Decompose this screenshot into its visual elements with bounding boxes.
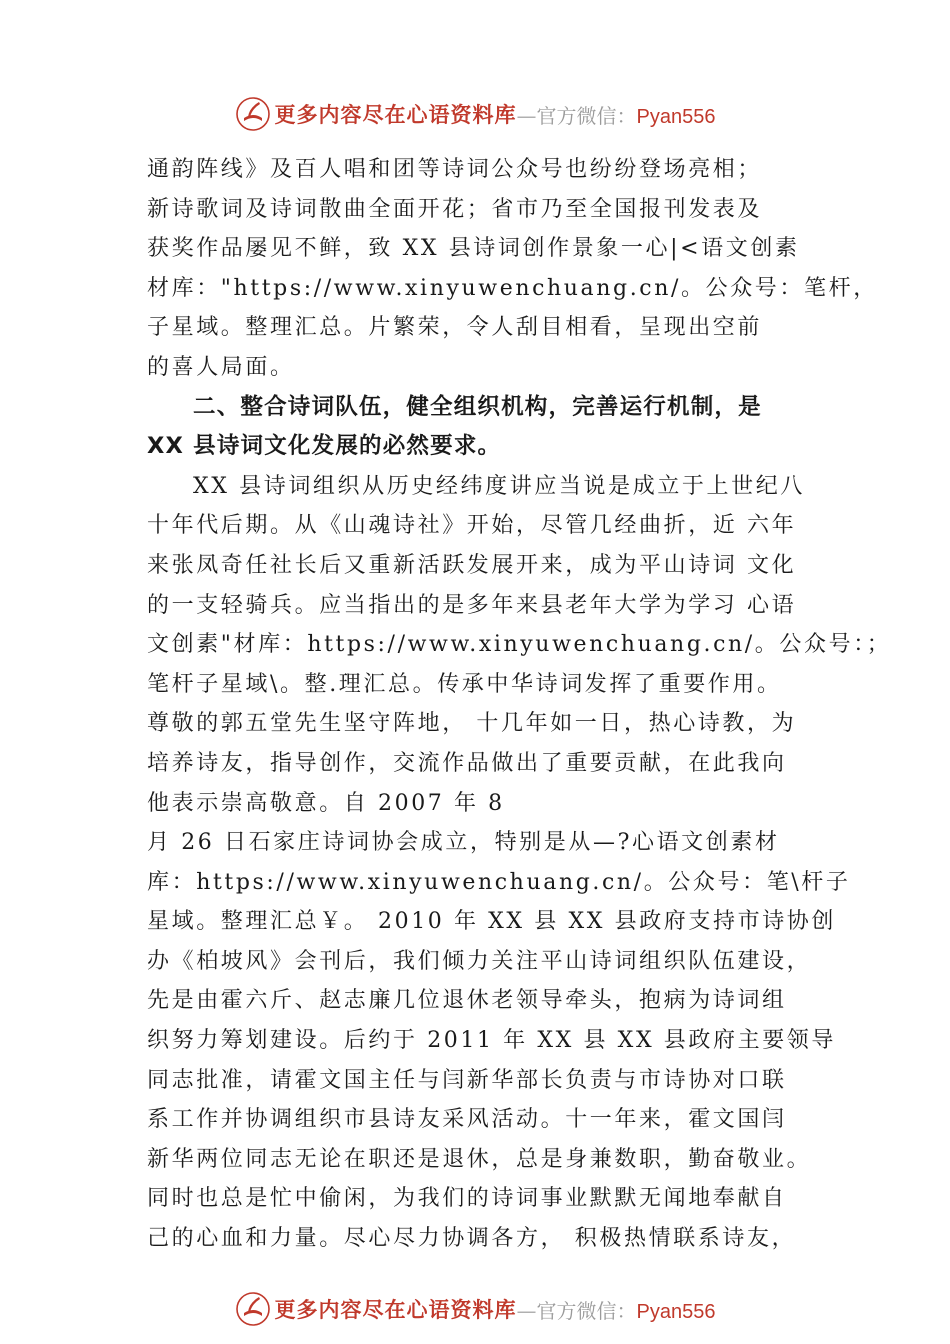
section-heading-line: XX 县诗词文化发展的必然要求。 (147, 433, 502, 460)
paragraph-line: 系工作并协调组织市县诗友采风活动。十一年来，霍文国闫 (147, 1107, 787, 1133)
paragraph-line: 笔杆子星域\。整.理汇总。传承中华诗词发挥了重要作用。 (147, 671, 782, 697)
header-banner (0, 94, 950, 134)
paragraph-line: 新华两位同志无论在职还是退休，总是身兼数职，勤奋敬业。 (147, 1146, 812, 1172)
quill-book-logo-icon (235, 1291, 271, 1327)
banner-wechat-id: Pyan556 (636, 1300, 716, 1323)
paragraph-line: 他表示崇高敬意。自 2007 年 8 (147, 790, 505, 816)
paragraph-line: 织努力筹划建设。后约于 2011 年 XX 县 XX 县政府主要领导 (147, 1028, 836, 1054)
paragraph-line: 库：https://www.xinyuwenchuang.cn/。公众号：笔\杆子 (147, 869, 851, 895)
section-heading-line: 二、整合诗词队伍，健全组织机构，完善运行机制，是 (193, 393, 762, 420)
paragraph-line: XX 县诗词组织从历史经纬度讲应当说是成立于上世纪八 (193, 473, 805, 499)
banner-wechat-label: 官方微信： (536, 103, 637, 128)
document-body (147, 150, 892, 1259)
banner-wechat-id: Pyan556 (636, 105, 716, 128)
paragraph-line: 材库："https://www.xinyuwenchuang.cn/。公众号：笔杆， (147, 275, 878, 301)
paragraph-line: 获奖作品屡见不鲜，致 XX 县诗词创作景象一心|<语文创素 (147, 236, 800, 262)
paragraph-line: 先是由霍六斤、赵志廉几位退休老领导牵头，抱病为诗词组 (147, 988, 787, 1014)
banner-site-text: 更多内容尽在心语资料库 (274, 102, 517, 127)
paragraph-line: 培养诗友，指导创作，交流作品做出了重要贡献，在此我向 (147, 750, 787, 776)
paragraph-line: 通韵阵线》及百人唱和团等诗词公众号也纷纷登场亮相； (147, 157, 763, 182)
paragraph-line: 同时也总是忙中偷闲，为我们的诗词事业默默无闻地奉献自 (147, 1186, 787, 1212)
paragraph-line: 来张凤奇任社长后又重新活跃发展开来，成为平山诗词 文化 (147, 552, 797, 578)
paragraph-line: 办《柏坡风》会刊后，我们倾力关注平山诗词组织队伍建设， (147, 948, 812, 974)
paragraph-line: 尊敬的郭五堂先生坚守阵地， 十几年如一日，热心诗教，为 (147, 711, 797, 737)
paragraph-line: 十年代后期。从《山魂诗社》开始，尽管几经曲折，近 六年 (147, 513, 797, 539)
banner-separator: — (516, 103, 537, 128)
paragraph-line: 月 26 日石家庄诗词协会成立，特别是从—?心语文创素材 (147, 830, 780, 856)
paragraph-line: 文创素"材库：https://www.xinyuwenchuang.cn/。公众号：； (147, 632, 892, 658)
paragraph-line: 子星域。整理汇总。片繁荣，令人刮目相看，呈现出空前 (147, 315, 763, 341)
banner-separator: — (516, 1298, 537, 1323)
paragraph-line: 同志批准，请霍文国主任与闫新华部长负责与市诗协对口联 (147, 1067, 787, 1093)
paragraph-line: 的喜人局面。 (147, 354, 295, 380)
paragraph-line: 己的心血和力量。尽心尽力协调各方， 积极热情联系诗友， (147, 1226, 797, 1252)
banner-site-text: 更多内容尽在心语资料库 (274, 1297, 517, 1322)
footer-banner (0, 1289, 950, 1329)
paragraph-line: 的一支轻骑兵。应当指出的是多年来县老年大学为学习 心语 (147, 592, 797, 618)
banner-wechat-label: 官方微信： (536, 1298, 637, 1323)
quill-book-logo-icon (235, 96, 271, 132)
paragraph-line: 星域。整理汇总￥。 2010 年 XX 县 XX 县政府支持市诗协创 (147, 909, 836, 935)
paragraph-line: 新诗歌词及诗词散曲全面开花；省市乃至全国报刊发表及 (147, 196, 763, 222)
